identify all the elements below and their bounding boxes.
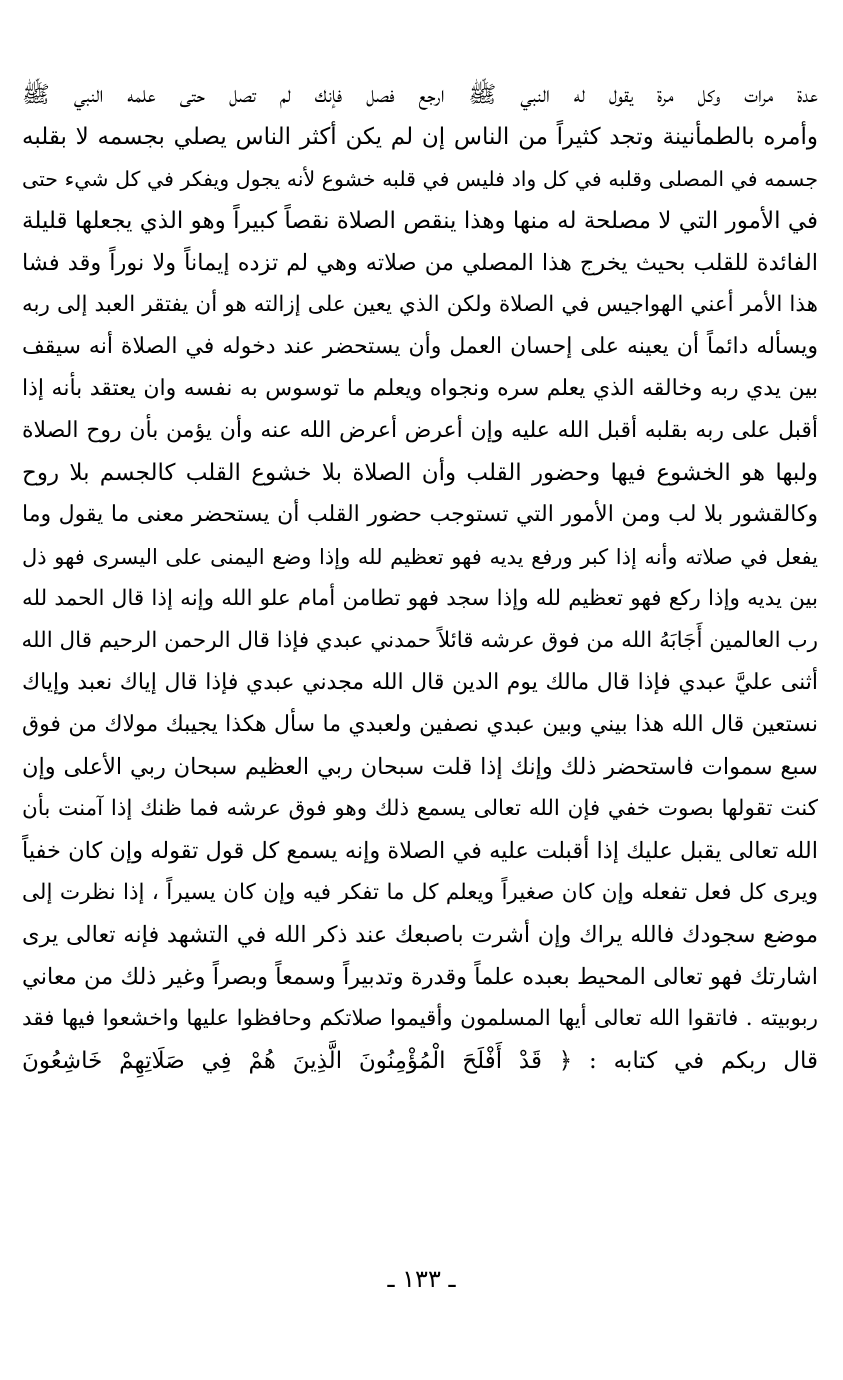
text-line: بين يديه وإذا ركع فهو تعظيم لله وإذا سجد فهو تطامن أمام علو الله وإنه إذا قال الحمد لله (22, 586, 818, 611)
text-line: عدة مرات وكل مرة يقول له النبي ﷺ ارجع فصل فإنك لم تصل حتى علمه النبي ﷺ (22, 82, 818, 108)
text-line: ربوبيته . فاتقوا الله تعالى أيها المسلمون وأقيموا صلاتكم وحافظوا عليها واخشعوا فيها فقد (22, 1006, 818, 1031)
text-line: موضع سجودك فالله يراك وإن أشرت باصبعك عند ذكر الله في التشهد فإنه تعالى يرى (22, 922, 818, 948)
text-line: اشارتك فهو تعالى المحيط بعبده علماً وقدرة وتدبيراً وسمعاً وبصراً وغير ذلك من معاني (22, 964, 818, 990)
text-line: نستعين قال الله هذا بيني وبين عبدي نصفين ولعبدي ما سأل هكذا يجيبك مولاك من فوق (22, 712, 818, 737)
text-line: بين يدي ربه وخالقه الذي يعلم سره ونجواه ويعلم ما توسوس به نفسه وان يعتقد بأنه إذا (22, 376, 818, 401)
body-text (22, 74, 818, 1082)
text-line: جسمه في المصلى وقلبه في كل واد فليس في قلبه خشوع لأنه يجول ويفكر في كل شيء حتى (22, 167, 818, 191)
text-line: الفائدة للقلب بحيث يخرج هذا المصلي من صلاته وهي لم تزده إيماناً ولا نوراً وقد فشا (22, 250, 818, 276)
text-line: سبع سموات فاستحضر ذلك وإنك إذا قلت سبحان ربي العظيم سبحان ربي الأعلى وإن (22, 754, 818, 780)
text-line: رب العالمين أَجَابَهُ الله من فوق عرشه قائلاً حمدني عبدي فإذا قال الرحمن الرحيم قال الله (22, 628, 818, 653)
text-line: أقبل على ربه بقلبه أقبل الله عليه وإن أعرض أعرض الله عنه وأن يؤمن بأن روح الصلاة (22, 418, 818, 443)
page-number: ـ ١٣٣ ـ (387, 1265, 456, 1293)
text-line: قال ربكم في كتابه : ﴿ قَدْ أَفْلَحَ الْمُؤْمِنُونَ الَّذِينَ هُمْ فِي صَلَاتِهِمْ خَاشِعُونَ (22, 1048, 818, 1074)
text-line: يفعل في صلاته وأنه إذا كبر ورفع يديه فهو تعظيم لله وإذا وضع اليمنى على اليسرى فهو ذل (22, 545, 818, 569)
text-line: في الأمور التي لا مصلحة له منها وهذا ينقص الصلاة نقصاً كبيراً وهو الذي يجعلها قليلة (22, 208, 818, 234)
text-line: أثنى عليَّ عبدي فإذا قال مالك يوم الدين قال الله مجدني عبدي فإذا قال إياك نعبد وإياك (22, 670, 818, 695)
text-line: هذا الأمر أعني الهواجيس في الصلاة ولكن الذي يعين على إزالته هو أن يفتقر العبد إلى ربه (22, 292, 818, 317)
text-line: وأمره بالطمأنينة وتجد كثيراً من الناس إن لم يكن أكثر الناس يصلي بجسمه لا بقلبه (22, 124, 818, 150)
text-line: الله تعالى يقبل عليك إذا أقبلت عليه في الصلاة وإنه يسمع كل قول تقوله وإن كان خفياً (22, 838, 818, 864)
text-line: ولبها هو الخشوع فيها وحضور القلب وأن الصلاة بلا خشوع القلب كالجسم بلا روح (22, 460, 818, 486)
text-line: وكالقشور بلا لب ومن الأمور التي تستوجب حضور القلب أن يستحضر معنى ما يقول وما (22, 502, 818, 527)
text-line: ويرى كل فعل تفعله وإن كان صغيراً ويعلم كل ما تفكر فيه وإن كان يسيراً ، إذا نظرت إلى (22, 880, 818, 905)
text-line: ويسأله دائماً أن يعينه على إحسان العمل وأن يستحضر عند دخوله في الصلاة أنه سيقف (22, 334, 818, 359)
text-line: كنت تقولها بصوت خفي فإن الله تعالى يسمع ذلك وهو فوق عرشه فما ظنك إذا آمنت بأن (22, 796, 818, 821)
